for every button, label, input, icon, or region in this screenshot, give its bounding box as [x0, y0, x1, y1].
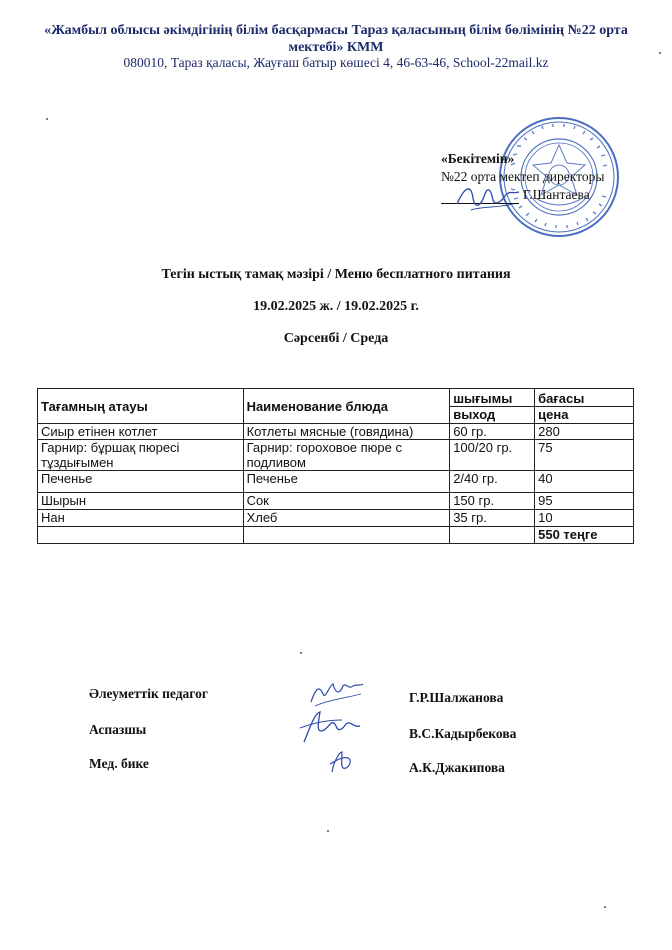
scan-speck — [327, 830, 329, 832]
signature-name: В.С.Кадырбекова — [409, 726, 517, 741]
total-price: 550 теңге — [535, 527, 634, 544]
signature-name: Г.Р.Шалжанова — [409, 690, 504, 705]
signature-role: Мед. бике — [89, 756, 149, 771]
empty-cell — [450, 527, 535, 544]
director-signature — [453, 176, 523, 216]
dish-yield: 35 гр. — [450, 510, 535, 527]
cook-signature — [296, 708, 366, 748]
dish-name-ru: Печенье — [243, 471, 450, 493]
menu-date: 19.02.2025 ж. / 19.02.2025 г. — [253, 299, 419, 314]
dish-yield: 150 гр. — [450, 493, 535, 510]
scan-speck — [659, 52, 661, 54]
table-row — [38, 471, 634, 493]
dish-name-ru: Котлеты мясные (говядина) — [243, 424, 450, 440]
dish-yield: 2/40 гр. — [450, 471, 535, 493]
dish-name-kz: Печенье — [38, 471, 244, 493]
scan-speck — [604, 906, 606, 908]
organization-title: «Жамбыл облысы әкімдігінің білім басқармасы Тараз қаласының білім бөлімінің №22 орта мектебі» КММ — [44, 23, 628, 55]
header-price-kz: бағасы — [535, 389, 634, 407]
menu-table — [37, 388, 634, 544]
dish-price: 75 — [535, 440, 634, 471]
nurse-signature — [326, 748, 356, 776]
scan-speck — [46, 118, 48, 120]
dish-price: 40 — [535, 471, 634, 493]
table-total-row — [38, 527, 634, 544]
dish-name-kz: Гарнир: бұршақ пюресі тұздығымен — [38, 440, 244, 471]
dish-name-ru: Сок — [243, 493, 450, 510]
dish-yield: 60 гр. — [450, 424, 535, 440]
header-name-kz: Тағамның атауы — [38, 389, 244, 424]
table-header-row — [38, 389, 634, 407]
dish-price: 280 — [535, 424, 634, 440]
header-yield-ru: выход — [450, 406, 535, 424]
dish-price: 10 — [535, 510, 634, 527]
organization-address: 080010, Тараз қаласы, Жауғаш батыр көшесі 4, 46-63-46, School-22mail.kz — [123, 55, 549, 70]
header-name-ru: Наименование блюда — [243, 389, 450, 424]
table-row — [38, 440, 634, 471]
empty-cell — [243, 527, 450, 544]
header-price-ru: цена — [535, 406, 634, 424]
scan-speck — [300, 652, 302, 654]
social-pedagogue-signature — [305, 676, 367, 710]
dish-name-ru: Гарнир: гороховое пюре с подливом — [243, 440, 450, 471]
signature-role: Әлеуметтік педагог — [89, 686, 208, 701]
dish-yield: 100/20 гр. — [450, 440, 535, 471]
dish-name-kz: Шырын — [38, 493, 244, 510]
approval-director-name: Г.Шантаева — [523, 187, 590, 202]
menu-weekday: Сәрсенбі / Среда — [283, 331, 389, 346]
approval-position: №22 орта мектеп директоры — [441, 169, 605, 184]
signature-name: А.К.Джакипова — [409, 760, 505, 775]
empty-cell — [38, 527, 244, 544]
dish-name-kz: Сиыр етінен котлет — [38, 424, 244, 440]
approval-label: «Бекітемін» — [441, 151, 515, 166]
dish-name-ru: Хлеб — [243, 510, 450, 527]
dish-name-kz: Нан — [38, 510, 244, 527]
menu-title: Тегін ыстық тамақ мәзірі / Меню бесплатного питания — [161, 267, 511, 282]
table-row — [38, 510, 634, 527]
dish-price: 95 — [535, 493, 634, 510]
header-yield-kz: шығымы — [450, 389, 535, 407]
table-row — [38, 424, 634, 440]
signature-role: Аспазшы — [89, 722, 147, 737]
table-row — [38, 493, 634, 510]
